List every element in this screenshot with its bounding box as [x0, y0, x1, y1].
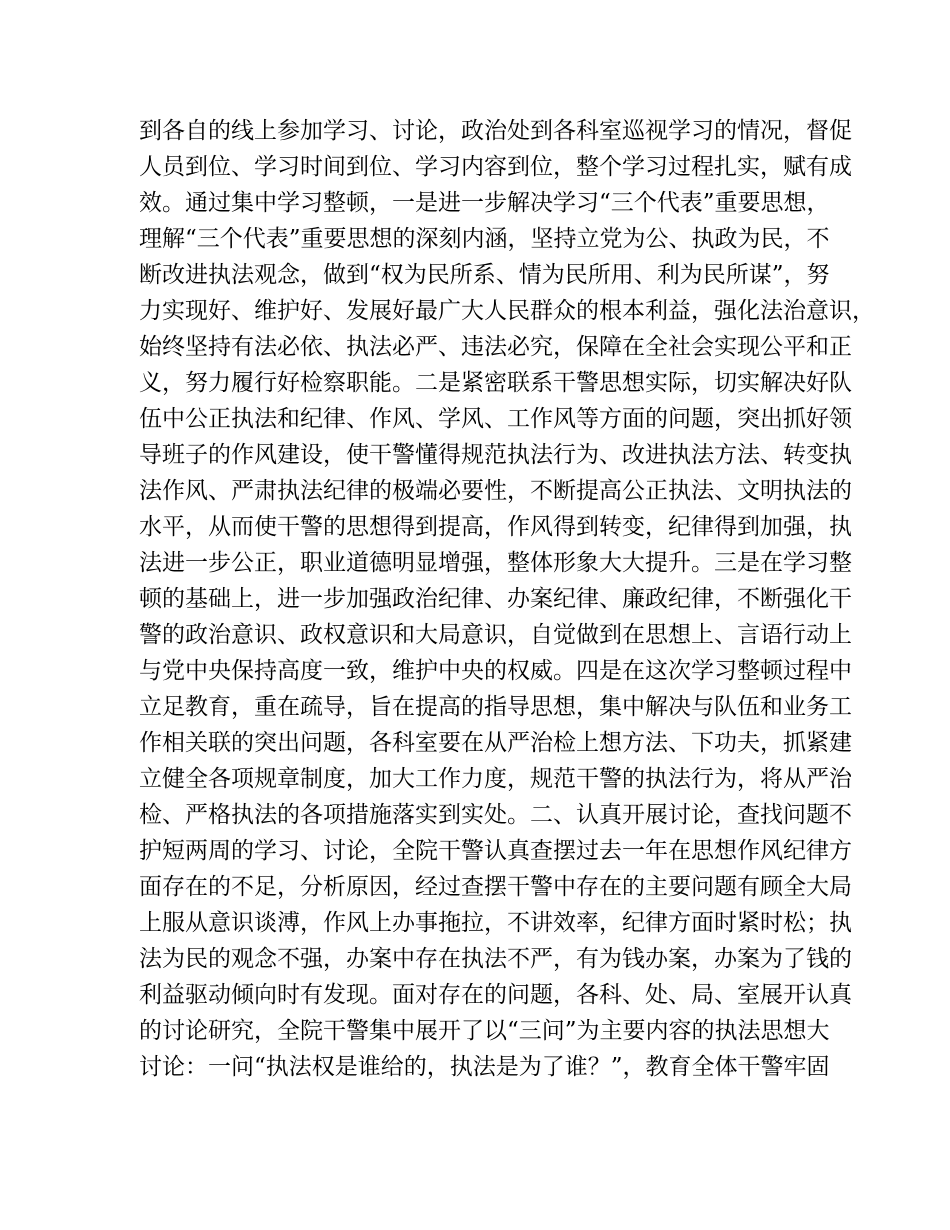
text-line: 面存在的不足，分析原因，经过查摆干警中存在的主要问题有顾全大局	[139, 874, 852, 900]
text-line: 讨论：一问“执法权是谁给的，执法是为了谁？”，教育全体干警牢固	[139, 1054, 830, 1080]
text-line: 到各自的线上参加学习、讨论，政治处到各科室巡视学习的情况，督促	[139, 118, 852, 144]
text-line: 断改进执法观念，做到“权为民所系、情为民所用、利为民所谋”，努	[139, 262, 830, 288]
text-line: 作相关联的突出问题，各科室要在从严治检上想方法、下功夫，抓紧建	[139, 730, 852, 756]
text-line: 顿的基础上，进一步加强政治纪律、办案纪律、廉政纪律，不断强化干	[139, 586, 852, 612]
text-line: 伍中公正执法和纪律、作风、学风、工作风等方面的问题，突出抓好领	[139, 406, 852, 432]
text-line: 力实现好、维护好、发展好最广大人民群众的根本利益，强化法治意识，	[139, 298, 875, 324]
text-line: 理解“三个代表”重要思想的深刻内涵，坚持立党为公、执政为民，不	[139, 226, 830, 252]
text-line: 水平，从而使干警的思想得到提高，作风得到转变，纪律得到加强，执	[139, 514, 852, 540]
text-line: 导班子的作风建设，使干警懂得规范执法行为、改进执法方法、转变执	[139, 442, 852, 468]
text-line: 法进一步公正，职业道德明显增强，整体形象大大提升。三是在学习整	[139, 550, 852, 576]
text-line: 人员到位、学习时间到位、学习内容到位，整个学习过程扎实，赋有成	[139, 154, 852, 180]
text-line: 上服从意识谈溥，作风上办事拖拉，不讲效率，纪律方面时紧时松；执	[139, 910, 852, 936]
body-text	[139, 113, 875, 1085]
text-line: 警的政治意识、政权意识和大局意识，自觉做到在思想上、言语行动上	[139, 622, 852, 648]
text-line: 利益驱动倾向时有发现。面对存在的问题，各科、处、局、室展开认真	[139, 982, 852, 1008]
text-line: 始终坚持有法必依、执法必严、违法必究，保障在全社会实现公平和正	[139, 334, 852, 360]
text-line: 立健全各项规章制度，加大工作力度，规范干警的执法行为，将从严治	[139, 766, 852, 792]
text-line: 法作风、严肃执法纪律的极端必要性，不断提高公正执法、文明执法的	[139, 478, 852, 504]
text-line: 效。通过集中学习整顿，一是进一步解决学习“三个代表”重要思想，	[139, 190, 830, 216]
text-line: 与党中央保持高度一致，维护中央的权威。四是在这次学习整顿过程中	[139, 658, 852, 684]
text-line: 法为民的观念不强，办案中存在执法不严，有为钱办案，办案为了钱的	[139, 946, 852, 972]
text-line: 义，努力履行好检察职能。二是紧密联系干警思想实际，切实解决好队	[139, 370, 852, 396]
text-line: 的讨论研究，全院干警集中展开了以“三问”为主要内容的执法思想大	[139, 1018, 830, 1044]
text-line: 立足教育，重在疏导，旨在提高的指导思想，集中解决与队伍和业务工	[139, 694, 852, 720]
text-line: 检、严格执法的各项措施落实到实处。二、认真开展讨论，查找问题不	[139, 802, 852, 828]
text-line: 护短两周的学习、讨论，全院干警认真查摆过去一年在思想作风纪律方	[139, 838, 852, 864]
